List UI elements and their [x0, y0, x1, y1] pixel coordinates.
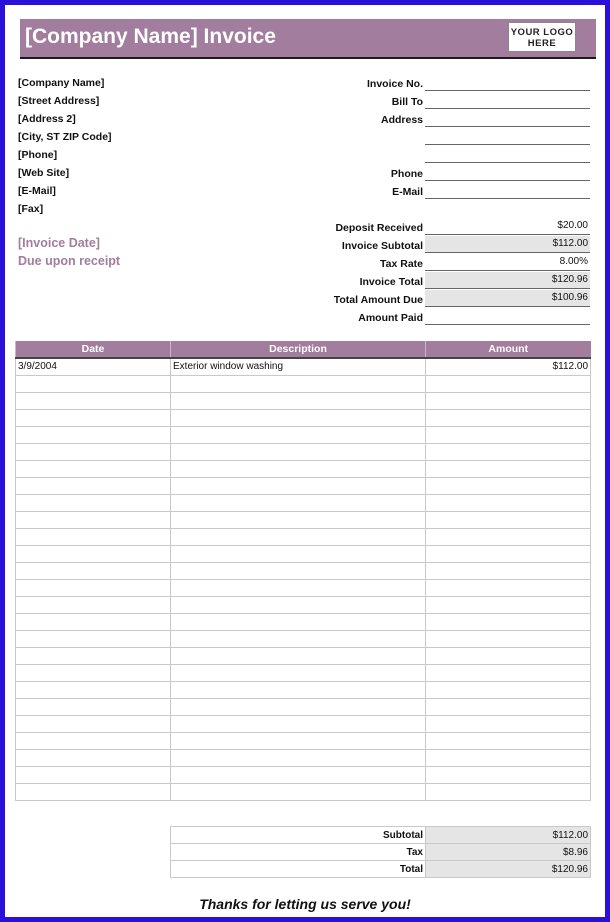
- amount-cell[interactable]: [426, 477, 591, 494]
- table-row: [16, 613, 591, 630]
- amount-cell[interactable]: [426, 528, 591, 545]
- logo-placeholder[interactable]: YOUR LOGO HERE: [508, 22, 576, 52]
- amount-cell[interactable]: [426, 494, 591, 511]
- amount-cell[interactable]: [426, 596, 591, 613]
- description-cell[interactable]: [171, 630, 426, 647]
- table-row: [16, 647, 591, 664]
- amount-cell[interactable]: [426, 375, 591, 392]
- deposit-label: Deposit Received: [335, 222, 423, 234]
- table-row: [16, 562, 591, 579]
- totals-table: [170, 826, 591, 878]
- description-cell[interactable]: [171, 698, 426, 715]
- company-email[interactable]: [E-Mail]: [18, 185, 56, 197]
- company-website[interactable]: [Web Site]: [18, 167, 70, 179]
- description-column-header: Description: [171, 341, 426, 358]
- description-cell[interactable]: [171, 477, 426, 494]
- subtotal-value: $112.00: [425, 236, 590, 253]
- amount-cell[interactable]: [426, 511, 591, 528]
- date-cell[interactable]: [16, 426, 171, 443]
- date-column-header: Date: [16, 341, 171, 358]
- company-info: [18, 76, 112, 220]
- subtotal-label: Invoice Subtotal: [341, 240, 423, 252]
- email-label: E-Mail: [392, 186, 423, 198]
- table-header-row: [16, 341, 591, 358]
- amount-column-header: Amount: [426, 341, 591, 358]
- address-field-3[interactable]: [425, 148, 590, 163]
- email-field[interactable]: [425, 184, 590, 199]
- table-row: [16, 409, 591, 426]
- date-cell[interactable]: [16, 783, 171, 800]
- amount-cell[interactable]: [426, 613, 591, 630]
- date-cell[interactable]: [16, 766, 171, 783]
- description-cell[interactable]: [171, 596, 426, 613]
- date-cell[interactable]: [16, 494, 171, 511]
- address-2[interactable]: [Address 2]: [18, 113, 76, 125]
- totals-tax-row: [171, 844, 591, 861]
- totals-tax-label: Tax: [171, 844, 426, 861]
- totals-subtotal-value: $112.00: [426, 827, 591, 844]
- date-cell[interactable]: [16, 409, 171, 426]
- amount-cell[interactable]: $112.00: [426, 358, 591, 375]
- amount-cell[interactable]: [426, 732, 591, 749]
- description-cell[interactable]: [171, 766, 426, 783]
- description-cell[interactable]: Exterior window washing: [171, 358, 426, 375]
- table-row: [16, 358, 591, 375]
- amount-paid-value[interactable]: [425, 308, 590, 325]
- table-row: [16, 494, 591, 511]
- description-cell[interactable]: [171, 528, 426, 545]
- address-field-2[interactable]: [425, 130, 590, 145]
- table-row: [16, 528, 591, 545]
- amount-cell[interactable]: [426, 392, 591, 409]
- invoice-date[interactable]: [Invoice Date]: [18, 236, 100, 250]
- date-cell[interactable]: [16, 715, 171, 732]
- date-cell[interactable]: [16, 545, 171, 562]
- table-row: [16, 375, 591, 392]
- date-cell[interactable]: [16, 732, 171, 749]
- table-row: [16, 392, 591, 409]
- amount-cell[interactable]: [426, 579, 591, 596]
- amount-due-value: $100.96: [425, 290, 590, 307]
- date-cell[interactable]: [16, 375, 171, 392]
- date-cell[interactable]: [16, 596, 171, 613]
- tax-rate-label: Tax Rate: [380, 258, 423, 270]
- date-cell[interactable]: [16, 460, 171, 477]
- totals-subtotal-label: Subtotal: [171, 827, 426, 844]
- description-cell[interactable]: [171, 749, 426, 766]
- date-cell[interactable]: [16, 647, 171, 664]
- bill-to-label: Bill To: [391, 96, 423, 108]
- amount-cell[interactable]: [426, 698, 591, 715]
- description-cell[interactable]: [171, 562, 426, 579]
- invoice-total-value: $120.96: [425, 272, 590, 289]
- description-cell[interactable]: [171, 460, 426, 477]
- table-row: [16, 443, 591, 460]
- city-state-zip[interactable]: [City, ST ZIP Code]: [18, 131, 112, 143]
- table-row: [16, 426, 591, 443]
- address-field[interactable]: [425, 112, 590, 127]
- description-cell[interactable]: [171, 375, 426, 392]
- amount-cell[interactable]: [426, 443, 591, 460]
- table-row: [16, 460, 591, 477]
- date-cell[interactable]: [16, 698, 171, 715]
- description-cell[interactable]: [171, 494, 426, 511]
- date-cell[interactable]: [16, 443, 171, 460]
- table-row: [16, 766, 591, 783]
- amount-cell[interactable]: [426, 681, 591, 698]
- tax-rate-value[interactable]: 8.00%: [425, 254, 590, 271]
- street-address[interactable]: [Street Address]: [18, 95, 100, 107]
- description-cell[interactable]: [171, 783, 426, 800]
- date-block: [18, 236, 120, 272]
- description-cell[interactable]: [171, 443, 426, 460]
- description-cell[interactable]: [171, 392, 426, 409]
- phone-field[interactable]: [425, 166, 590, 181]
- totals-total-label: Total: [171, 861, 426, 878]
- invoice-no-field[interactable]: [425, 76, 590, 91]
- table-row: [16, 596, 591, 613]
- table-row: [16, 579, 591, 596]
- payment-terms[interactable]: Due upon receipt: [18, 254, 121, 268]
- table-row: [16, 630, 591, 647]
- deposit-value[interactable]: $20.00: [425, 218, 590, 235]
- invoice-total-label: Invoice Total: [359, 276, 423, 288]
- amount-cell[interactable]: [426, 715, 591, 732]
- amount-cell[interactable]: [426, 545, 591, 562]
- date-cell[interactable]: [16, 749, 171, 766]
- bill-to-field[interactable]: [425, 94, 590, 109]
- amount-cell[interactable]: [426, 664, 591, 681]
- company-name[interactable]: [Company Name]: [18, 77, 105, 89]
- table-row: [16, 681, 591, 698]
- date-cell[interactable]: [16, 392, 171, 409]
- table-row: [16, 698, 591, 715]
- date-cell[interactable]: [16, 630, 171, 647]
- amount-due-label: Total Amount Due: [333, 294, 423, 306]
- address-label: Address: [380, 114, 423, 126]
- thank-you-message: Thanks for letting us serve you!: [199, 896, 411, 912]
- description-cell[interactable]: [171, 409, 426, 426]
- description-cell[interactable]: [171, 579, 426, 596]
- description-cell[interactable]: [171, 647, 426, 664]
- description-cell[interactable]: [171, 613, 426, 630]
- table-row: [16, 511, 591, 528]
- date-cell[interactable]: [16, 681, 171, 698]
- table-row: [16, 664, 591, 681]
- description-cell[interactable]: [171, 681, 426, 698]
- amount-paid-label: Amount Paid: [358, 312, 423, 324]
- invoice-header: [20, 19, 596, 59]
- description-cell[interactable]: [171, 426, 426, 443]
- totals-total-value: $120.96: [426, 861, 591, 878]
- amount-cell[interactable]: [426, 562, 591, 579]
- description-cell[interactable]: [171, 664, 426, 681]
- invoice-title: [Company Name] Invoice: [25, 25, 276, 48]
- table-row: [16, 715, 591, 732]
- table-row: [16, 545, 591, 562]
- totals-tax-value: $8.96: [426, 844, 591, 861]
- phone-label: Phone: [390, 168, 423, 180]
- description-cell[interactable]: [171, 715, 426, 732]
- amount-cell[interactable]: [426, 749, 591, 766]
- date-cell[interactable]: [16, 579, 171, 596]
- table-row: [16, 477, 591, 494]
- date-cell[interactable]: [16, 511, 171, 528]
- company-fax[interactable]: [Fax]: [18, 203, 44, 215]
- description-cell[interactable]: [171, 545, 426, 562]
- date-cell[interactable]: [16, 664, 171, 681]
- amount-cell[interactable]: [426, 460, 591, 477]
- table-row: [16, 749, 591, 766]
- table-row: [16, 732, 591, 749]
- amount-cell[interactable]: [426, 426, 591, 443]
- table-row: [16, 783, 591, 800]
- invoice-no-label: Invoice No.: [366, 78, 423, 90]
- amount-cell[interactable]: [426, 630, 591, 647]
- line-items-table: [15, 341, 591, 801]
- date-cell[interactable]: [16, 613, 171, 630]
- amount-cell[interactable]: [426, 647, 591, 664]
- company-phone[interactable]: [Phone]: [18, 149, 58, 161]
- date-cell[interactable]: [16, 477, 171, 494]
- date-cell[interactable]: 3/9/2004: [16, 358, 171, 375]
- description-cell[interactable]: [171, 732, 426, 749]
- totals-subtotal-row: [171, 827, 591, 844]
- amount-cell[interactable]: [426, 766, 591, 783]
- description-cell[interactable]: [171, 511, 426, 528]
- amount-cell[interactable]: [426, 783, 591, 800]
- totals-total-row: [171, 861, 591, 878]
- date-cell[interactable]: [16, 528, 171, 545]
- date-cell[interactable]: [16, 562, 171, 579]
- line-items-body: [16, 358, 591, 800]
- amount-cell[interactable]: [426, 409, 591, 426]
